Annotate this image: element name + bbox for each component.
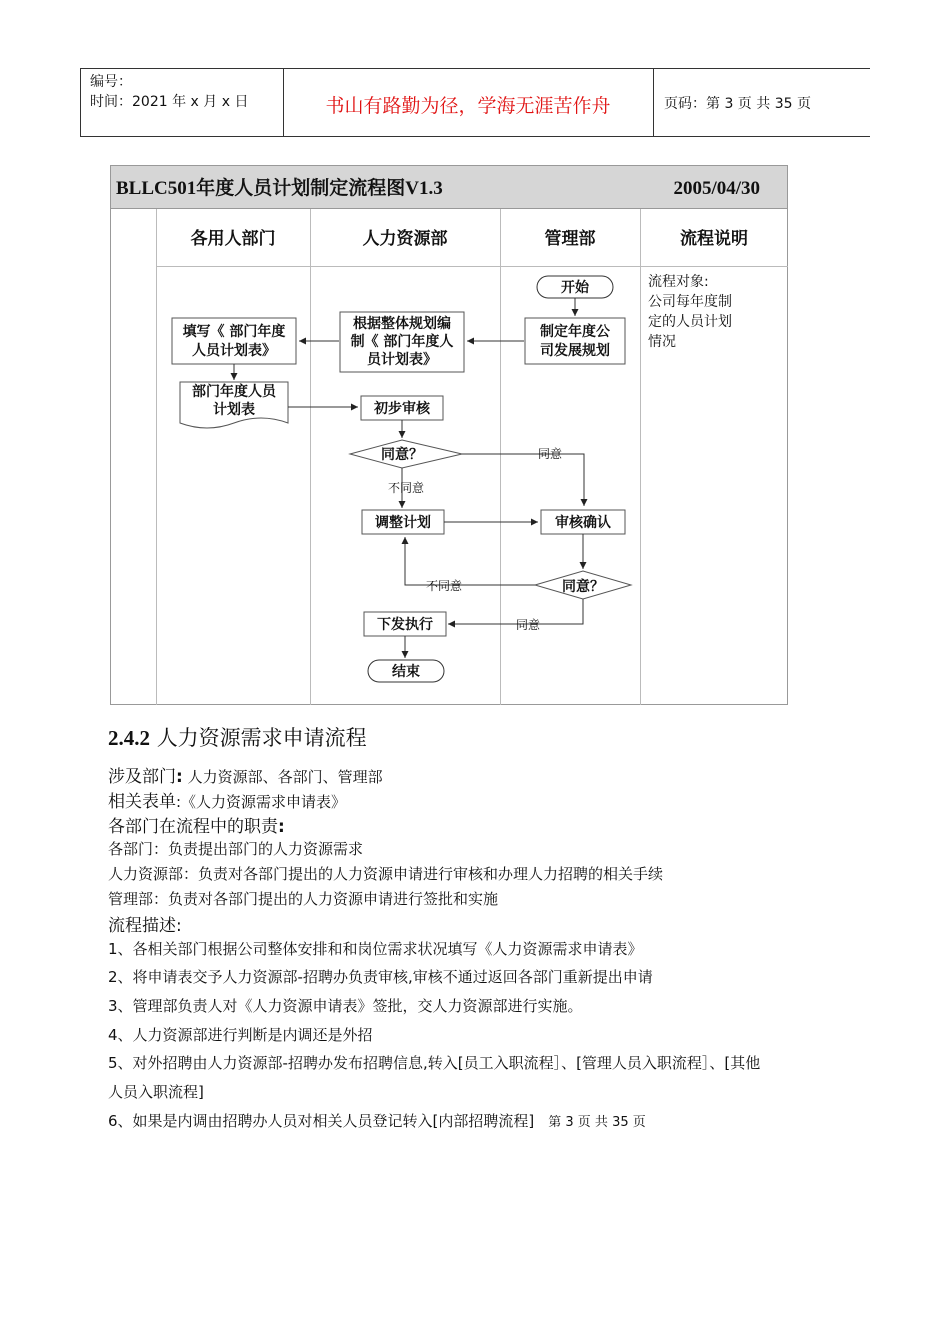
flowchart-title: BLLC501年度人员计划制定流程图V1.3 [116,178,443,199]
hr-review-label: 初步审核 [374,401,430,417]
section-title [108,722,367,752]
header-motto-cell [283,69,654,136]
duties-label: 各部门在流程中的职责 [108,817,278,837]
step-1: 1、各相关部门根据公司整体安排和和岗位需求状况填写《人力资源需求申请表》 [108,940,643,958]
page-label: 页码：第 3 页 共 35 页 [664,96,811,112]
column-header-dept: 各用人部门 [190,229,276,249]
step-3: 3、管理部负责人对《人力资源申请表》签批，交人力资源部进行实施。 [108,997,583,1015]
departments-label: 涉及部门 [108,767,176,787]
hr-compile-line-3: 员计划表》 [367,352,437,368]
step-4: 4、人力资源部进行判断是内调还是外招 [108,1026,373,1044]
note-line-2: 公司每年度制 [648,294,732,310]
step-6: 6、如果是内调由招聘办人员对相关人员登记转入[内部招聘流程] [108,1112,535,1130]
dept-fill-line-2: 人员计划表》 [192,343,276,359]
duty-1: 各部门：负责提出部门的人力资源需求 [108,840,364,858]
date-label: 时间：2021 年 x 月 x 日 [90,94,249,110]
note-line-1: 流程对象: [648,274,709,290]
forms-line [108,787,346,812]
departments-line [108,762,383,787]
forms-label: 相关表单 [108,792,176,812]
step-2: 2、将申请表交予人力资源部-招聘办负责审核,审核不通过返回各部门重新提出申请 [108,968,653,986]
edge-label-disagree-2: 不同意 [425,579,463,593]
mgmt-plan-line-1: 制定年度公 [540,324,610,340]
column-header-hr: 人力资源部 [362,229,448,249]
dept-fill-line-1: 填写《 部门年度 [182,324,286,340]
duty-2: 人力资源部：负责对各部门提出的人力资源申请进行审核和办理人力招聘的相关手续 [108,865,664,883]
flowchart-svg [110,165,788,705]
departments-value: 人力资源部、各部门、管理部 [182,768,383,786]
end-node-label: 结束 [392,664,420,680]
step-5a: 5、对外招聘由人力资源部-招聘办发布招聘信息,转入[员工入职流程］、[管理人员入职流程］、[其他 [108,1054,761,1072]
flowchart-date: 2005/04/30 [673,178,760,199]
edge-label-agree-2: 同意 [515,618,541,632]
note-line-4: 情况 [648,334,676,350]
mgmt-plan-line-2: 司发展规划 [540,343,610,359]
number-label: 编号： [90,74,132,90]
duty-3: 管理部：负责对各部门提出的人力资源申请进行签批和实施 [108,890,499,908]
step-5b: 人员入职流程] [108,1083,204,1101]
duties-line [108,812,285,837]
column-header-mgmt: 管理部 [544,229,596,249]
header-info-cell [80,69,284,136]
start-node-label: 开始 [561,280,589,296]
hr-agree-label: 同意？ [381,447,423,463]
edge-label-disagree-1: 不同意 [387,481,425,495]
hr-compile-line-2: 制《 部门年度人 [350,334,454,350]
hr-adjust-label: 调整计划 [375,515,431,531]
section-title-text: 人力资源需求申请流程 [156,726,367,750]
step-6-line [108,1110,646,1131]
column-header-notes: 流程说明 [680,229,748,249]
page-header [80,68,870,137]
dept-doc-line-2: 计划表 [213,402,255,418]
departments-sep: : [176,767,183,787]
dept-doc-line-1: 部门年度人员 [192,384,276,400]
mgmt-confirm-label: 审核确认 [555,515,611,531]
hr-compile-line-1: 根据整体规划编 [353,316,451,332]
hr-issue-label: 下发执行 [377,617,433,633]
flowchart [110,165,788,705]
note-line-3: 定的人员计划 [648,314,732,330]
forms-value: :《人力资源需求申请表》 [176,793,347,811]
edge-label-agree-1: 同意 [538,447,563,461]
page-footer: 第 3 页 共 35 页 [548,1115,646,1130]
desc-label: 流程描述: [108,916,182,936]
motto: 书山有路勤为径，学海无涯苦作舟 [325,95,611,117]
mgmt-agree-label: 同意？ [562,579,604,595]
duties-sep: : [278,817,285,837]
header-page-cell [654,69,870,136]
section-number: 2.4.2 [108,726,150,750]
